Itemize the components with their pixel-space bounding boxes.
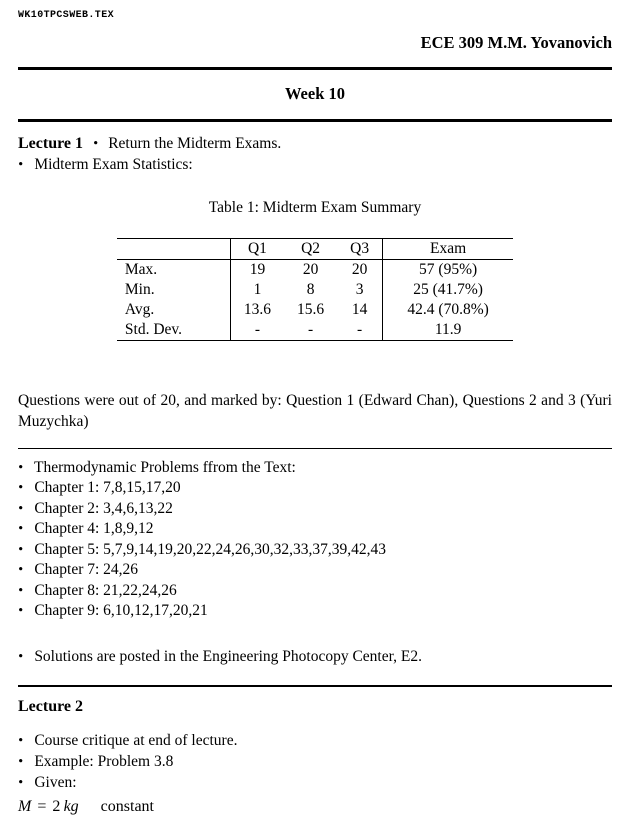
table-cell: 57 (95%) [383, 260, 514, 281]
problems-list [18, 458, 612, 622]
chapter-text: Chapter 8: 21,22,24,26 [34, 581, 177, 599]
bullet-icon: • [18, 500, 24, 516]
week-title: Week 10 [284, 84, 346, 103]
table-header-cell [117, 239, 231, 260]
bullet-icon: • [18, 561, 24, 578]
table-cell: 3 [355, 281, 364, 298]
table-cell: Max. [117, 260, 231, 281]
chapter-text: Chapter 2: 3,4,6,13,22 [34, 499, 173, 517]
problems-intro: Thermodynamic Problems ffrom the Text: [34, 458, 296, 476]
equation-note: constant [100, 797, 154, 815]
table-header-cell: Exam [383, 239, 514, 260]
marking-note: Questions were out of 20, and marked by: Question 1 (Edward Chan), Questions 2 and 3 (Yuri Muzychka) [18, 392, 612, 430]
lecture1-line [18, 133, 612, 154]
table-cell: 13.6 [243, 301, 272, 318]
rule-lecture2 [18, 685, 612, 687]
bullet-icon: • [18, 459, 24, 475]
table-cell: 15.6 [297, 301, 325, 318]
bullet-icon: • [18, 732, 24, 748]
list-item [18, 751, 612, 772]
midterm-summary-table [117, 238, 513, 341]
bullet-icon: • [18, 774, 24, 790]
table-header-cell: Q3 [337, 239, 382, 260]
list-item [18, 519, 612, 540]
lecture1-bullet-text: Return the Midterm Exams. [108, 135, 282, 152]
list-item [18, 601, 612, 622]
filename: WK10TPCSWEB.TEX [18, 10, 115, 21]
table-caption: Table 1: Midterm Exam Summary [208, 199, 422, 216]
bullet-icon: • [18, 582, 24, 598]
bullet-icon: • [18, 520, 24, 537]
table-header-cell: Q2 [284, 239, 337, 260]
list-item [18, 772, 612, 793]
table-row [117, 300, 513, 320]
list-item [18, 730, 612, 751]
list-item [18, 560, 612, 581]
table-cell: 11.9 [383, 320, 514, 341]
solutions-note-line [18, 646, 612, 667]
table-header-cell: Q1 [230, 239, 284, 260]
rule-section [18, 448, 612, 449]
equation-equals: = [37, 797, 47, 815]
table-cell: Min. [117, 280, 231, 300]
chapter-text: Chapter 7: 24,26 [34, 561, 139, 578]
bullet-icon: • [18, 479, 24, 496]
lecture1-line [18, 154, 612, 175]
table-cell: 20 [351, 261, 368, 278]
lecture2-bullet-text: Given: [34, 773, 77, 791]
lecture2-bullet-text: Example: Problem 3.8 [34, 752, 174, 770]
list-item [18, 540, 612, 561]
chapter-text: Chapter 1: 7,8,15,17,20 [34, 479, 181, 496]
list-item [18, 478, 612, 499]
lecture1-bullet-text: Midterm Exam Statistics: [34, 156, 193, 173]
table-cell: Std. Dev. [117, 320, 231, 341]
lecture1-heading: Lecture 1 [18, 135, 84, 152]
bullet-icon: • [93, 135, 99, 152]
table-cell: 8 [306, 281, 315, 298]
bullet-icon: • [18, 602, 24, 619]
table-row [117, 320, 513, 341]
table-header-row [117, 239, 513, 260]
table-cell: 19 [249, 261, 266, 278]
list-item [18, 499, 612, 520]
list-item [18, 458, 612, 479]
table-cell: 25 (41.7%) [383, 280, 514, 300]
table-cell: 42.4 (70.8%) [383, 300, 514, 320]
table-row [117, 260, 513, 281]
chapter-text: Chapter 9: 6,10,12,17,20,21 [34, 602, 208, 619]
lecture2-list [18, 730, 612, 793]
table-cell: - [254, 321, 261, 338]
table-cell: - [307, 321, 314, 338]
table-row [117, 280, 513, 300]
equation-variable: M [18, 797, 32, 815]
equation-unit: kg [63, 797, 79, 815]
equation [18, 798, 612, 816]
equation-number: 2 [52, 797, 61, 815]
bullet-icon: • [18, 648, 24, 664]
bullet-icon: • [18, 156, 24, 173]
table-cell: Avg. [117, 300, 231, 320]
lecture2-bullet-text: Course critique at end of lecture. [34, 731, 238, 749]
bullet-icon: • [18, 753, 24, 769]
list-item [18, 581, 612, 602]
table-cell: - [357, 321, 363, 338]
table-cell: 20 [302, 261, 319, 278]
chapter-text: Chapter 4: 1,8,9,12 [34, 520, 154, 537]
solutions-note: Solutions are posted in the Engineering Photocopy Center, E2. [34, 647, 422, 665]
rule-header-top [18, 67, 612, 70]
lecture2-heading: Lecture 2 [18, 697, 84, 715]
bullet-icon: • [18, 541, 24, 557]
table-cell: 14 [351, 301, 368, 318]
chapter-text: Chapter 5: 5,7,9,14,19,20,22,24,26,30,32,33,37,39,42,43 [34, 540, 387, 558]
course-header: ECE 309 M.M. Yovanovich [420, 33, 612, 52]
rule-header-bottom [18, 119, 612, 122]
table-cell: 1 [253, 281, 262, 298]
